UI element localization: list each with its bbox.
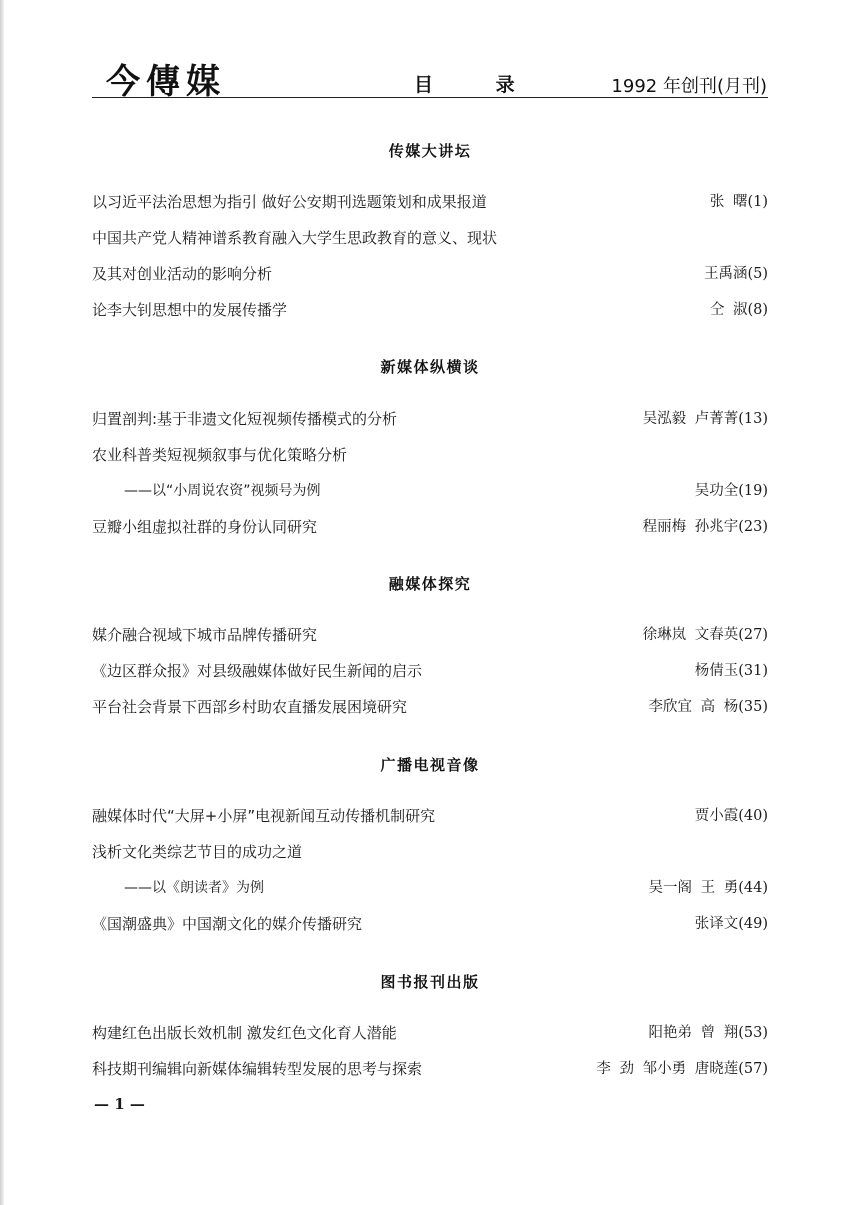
toc-entry[interactable] (92, 190, 768, 214)
article-title: 《国潮盛典》中国潮文化的媒介传播研究 (92, 915, 363, 933)
issue-info: 1992 年创刊(月刊) (611, 76, 767, 97)
article-title: 及其对创业活动的影响分析 (92, 265, 273, 283)
page-edge-shadow (0, 0, 4, 1205)
toc-entry[interactable] (92, 623, 768, 647)
article-subtitle: ——以《朗读者》为例 (124, 880, 264, 896)
section-heading: 传媒大讲坛 (388, 142, 472, 160)
article-authors: 王禹涵(5) (703, 266, 768, 282)
toc-entry[interactable] (92, 443, 768, 467)
toc-entry[interactable] (92, 298, 768, 322)
article-title: 平台社会背景下西部乡村助农直播发展困境研究 (92, 698, 408, 716)
toc-entry[interactable] (92, 226, 768, 250)
article-authors: 杨倩玉(31) (694, 663, 768, 679)
article-authors: 吴功全(19) (694, 483, 768, 499)
article-authors: 徐琳岚 文春英(27) (642, 627, 768, 643)
article-authors: 吴泓毅 卢菁菁(13) (642, 411, 768, 427)
page-number: — 1 — (94, 1095, 145, 1113)
article-title: 《边区群众报》对县级融媒体做好民生新闻的启示 (92, 662, 423, 680)
toc-entry[interactable] (92, 479, 768, 503)
article-authors: 李 劲 邹小勇 唐晓莲(57) (596, 1061, 768, 1077)
article-title: 论李大钊思想中的发展传播学 (92, 301, 288, 319)
toc-entry[interactable] (92, 876, 768, 900)
header-rule (92, 97, 768, 98)
toc-entry[interactable] (92, 515, 768, 539)
toc-entry[interactable] (92, 840, 768, 864)
toc-title: 目 录 (414, 74, 543, 96)
toc-entry[interactable] (92, 912, 768, 936)
toc-entry[interactable] (92, 695, 768, 719)
article-authors: 阳艳弟 曾 翔(53) (648, 1025, 768, 1041)
section-heading: 图书报刊出版 (380, 973, 480, 991)
article-title: 农业科普类短视频叙事与优化策略分析 (92, 446, 348, 464)
toc-entry[interactable] (92, 1021, 768, 1045)
article-authors: 李欣宜 高 杨(35) (648, 699, 768, 715)
article-authors: 仝 淑(8) (709, 302, 768, 318)
article-authors: 张 曙(1) (709, 194, 768, 210)
article-authors: 吴一阁 王 勇(44) (648, 880, 768, 896)
section-heading: 新媒体纵横谈 (380, 358, 480, 376)
article-title: 媒介融合视域下城市品牌传播研究 (92, 626, 318, 644)
article-title: 以习近平法治思想为指引 做好公安期刊选题策划和成果报道 (92, 193, 487, 211)
article-subtitle: ——以“小周说农资”视频号为例 (124, 483, 321, 499)
toc-entry[interactable] (92, 659, 768, 683)
article-authors: 程丽梅 孙兆宇(23) (642, 519, 768, 535)
section-heading: 融媒体探究 (388, 575, 472, 593)
toc-entry[interactable] (92, 407, 768, 431)
article-title: 融媒体时代“大屏+小屏”电视新闻互动传播机制研究 (92, 807, 436, 825)
article-authors: 张译文(49) (694, 916, 768, 932)
article-title: 豆瓣小组虚拟社群的身份认同研究 (92, 518, 318, 536)
article-title: 中国共产党人精神谱系教育融入大学生思政教育的意义、现状 (92, 229, 498, 247)
journal-logo: 今傳媒 (106, 62, 226, 102)
article-title: 构建红色出版长效机制 激发红色文化育人潜能 (92, 1024, 397, 1042)
toc-entry[interactable] (92, 804, 768, 828)
toc-entry[interactable] (92, 262, 768, 286)
article-title: 科技期刊编辑向新媒体编辑转型发展的思考与探索 (92, 1060, 423, 1078)
toc-entry[interactable] (92, 1057, 768, 1081)
article-title: 浅析文化类综艺节目的成功之道 (92, 843, 303, 861)
article-title: 归置剖判:基于非遗文化短视频传播模式的分析 (92, 410, 398, 428)
section-heading: 广播电视音像 (380, 756, 480, 774)
article-authors: 贾小霞(40) (694, 808, 768, 824)
masthead (92, 52, 767, 102)
